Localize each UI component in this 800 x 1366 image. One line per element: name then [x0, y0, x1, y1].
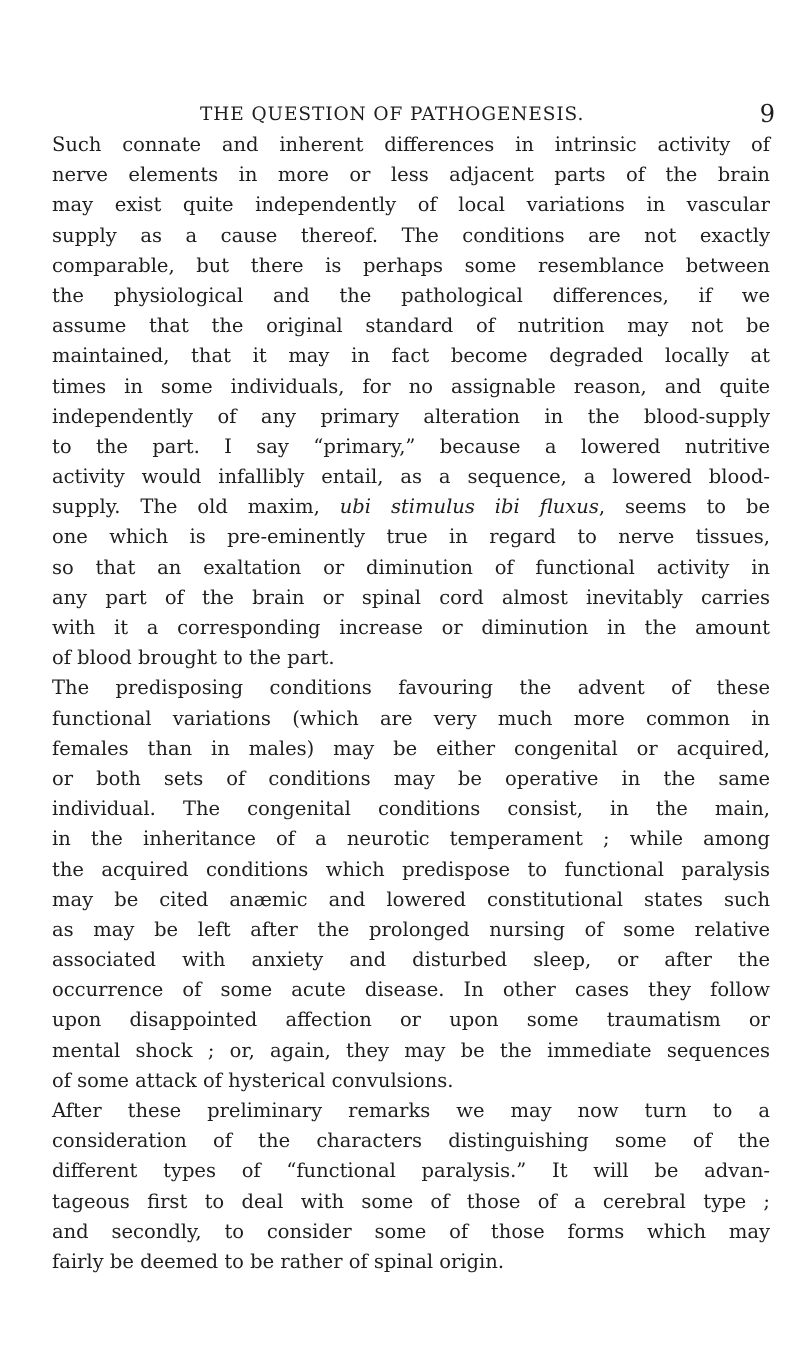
text-line: activity would infallibly entail, as a sequence, a lowered blood-: [52, 465, 770, 489]
text-line: Such connate and inherent differences in intrinsic activity of: [52, 133, 770, 156]
text-line: functional variations (which are very much more common in: [52, 706, 770, 730]
text-line: of some attack of hysterical convulsions.: [52, 1068, 454, 1092]
text-line: The predisposing conditions favouring the advent of these: [52, 676, 770, 700]
text-line: of blood brought to the part.: [52, 646, 335, 670]
text-line: the physiological and the pathological differences, if we: [52, 283, 770, 307]
text-line: assume that the original standard of nutrition may not be: [52, 314, 770, 338]
text-line: individual. The congenital conditions consist, in the main,: [52, 797, 770, 821]
text-line: nerve elements in more or less adjacent parts of the brain: [52, 163, 770, 187]
text-line: comparable, but there is perhaps some resemblance between: [52, 253, 770, 277]
text-line: After these preliminary remarks we may now turn to a: [52, 1099, 770, 1122]
text-segment: supply. The old maxim,: [52, 495, 340, 519]
text-segment: , seems to be: [598, 495, 771, 519]
text-line: as may be left after the prolonged nursing of some relative: [52, 917, 770, 941]
text-line: to the part. I say “primary,” because a lowered nutritive: [52, 434, 770, 458]
page-number: 9: [759, 100, 775, 128]
text-line: the acquired conditions which predispose to functional paralysis: [52, 857, 770, 881]
text-line: females than in males) may be either congenital or acquired,: [52, 736, 770, 760]
text-line: fairly be deemed to be rather of spinal origin.: [52, 1249, 505, 1273]
running-head-title: THE QUESTION OF PATHOGENESIS.: [200, 104, 585, 125]
text-line: occurrence of some acute disease. In other cases they follow: [52, 978, 770, 1002]
latin-maxim: ubi stimulus ibi fluxus: [339, 495, 599, 519]
text-line: consideration of the characters distinguishing some of the: [52, 1129, 770, 1153]
text-line: may exist quite independently of local variations in vascular: [52, 193, 770, 217]
text-line: associated with anxiety and disturbed sleep, or after the: [52, 948, 770, 972]
text-line: or both sets of conditions may be operative in the same: [52, 766, 770, 790]
text-line: mental shock ; or, again, they may be the immediate sequences: [52, 1038, 770, 1062]
text-line: may be cited anæmic and lowered constitutional states such: [52, 887, 770, 911]
text-line: different types of “functional paralysis.” It will be advan-: [52, 1159, 770, 1183]
body-text: [52, 130, 770, 1277]
text-line: independently of any primary alteration in the blood-supply: [52, 404, 770, 428]
text-line: and secondly, to consider some of those forms which may: [52, 1219, 770, 1243]
text-line: with it a corresponding increase or diminution in the amount: [52, 616, 770, 639]
text-line: so that an exaltation or diminution of functional activity in: [52, 555, 770, 579]
text-line: upon disappointed affection or upon some traumatism or: [52, 1008, 770, 1032]
text-line-with-italic: [52, 492, 770, 522]
text-line: maintained, that it may in fact become degraded locally at: [52, 344, 770, 368]
text-line: times in some individuals, for no assignable reason, and quite: [52, 374, 770, 398]
running-head: [166, 100, 786, 132]
text-line: any part of the brain or spinal cord almost inevitably carries: [52, 585, 770, 609]
text-line: tageous first to deal with some of those of a cerebral type ;: [52, 1189, 770, 1213]
text-line: supply as a cause thereof. The conditions are not exactly: [52, 223, 770, 247]
text-line: in the inheritance of a neurotic temperament ; while among: [52, 827, 770, 851]
text-line: one which is pre-eminently true in regard to nerve tissues,: [52, 525, 770, 549]
